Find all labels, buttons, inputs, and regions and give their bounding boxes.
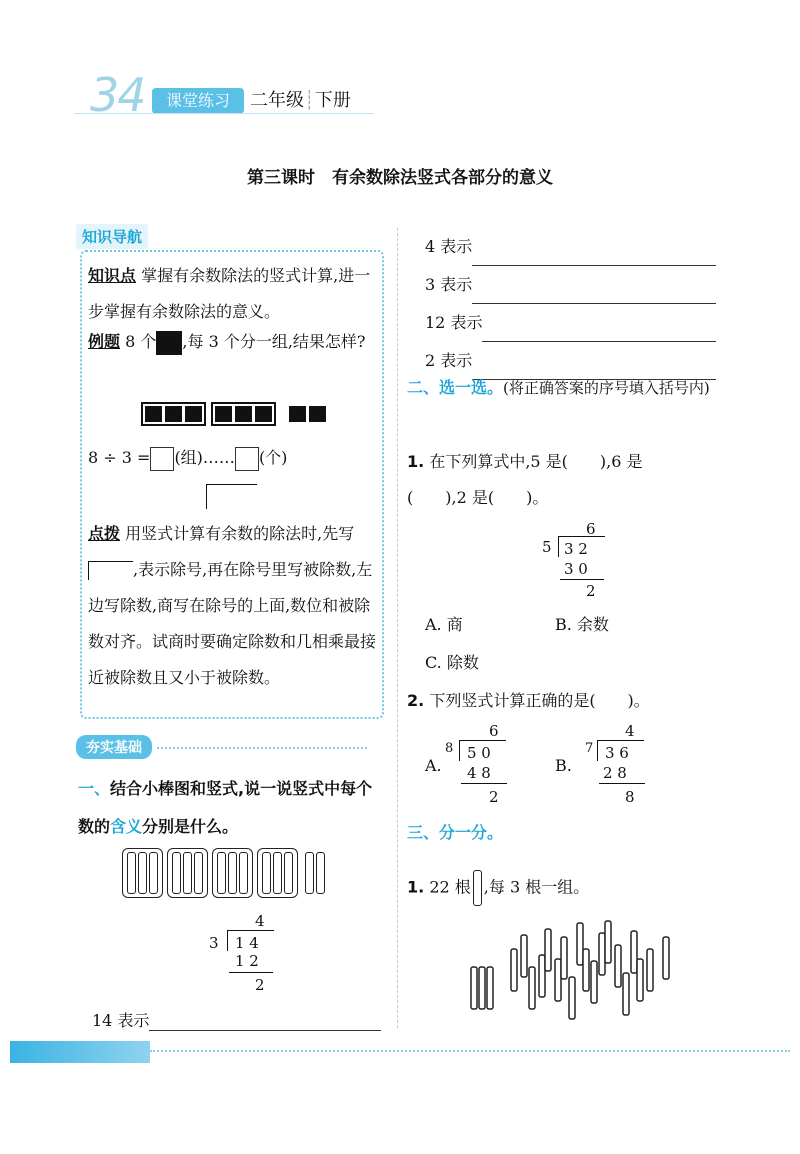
- s3-q1-text-b: ,每 3 根一组。: [483, 877, 590, 897]
- dividend: 5 0: [467, 744, 491, 762]
- option-c[interactable]: C. 除数: [425, 653, 479, 672]
- meaning-4: [425, 228, 716, 266]
- knowledge-nav-tab: 知识导航: [76, 224, 148, 249]
- footer-dotted-line: [150, 1050, 790, 1052]
- q2-option-b-label: B.: [555, 756, 572, 775]
- volume: 下册: [314, 90, 351, 111]
- q1-text-b: ( ),2 是( )。: [407, 488, 549, 507]
- divisor: 8: [445, 741, 454, 756]
- quotient: 6: [489, 722, 499, 740]
- block-groups: [141, 402, 326, 426]
- q2-option-a-label: A.: [425, 756, 442, 775]
- q1-text-a: 在下列算式中,5 是( ),6 是: [429, 452, 643, 471]
- remaining-sticks: [304, 852, 326, 894]
- remainder: 2: [489, 788, 499, 806]
- answer-box-groups[interactable]: [150, 447, 174, 471]
- section1-text-end: 分别是什么。: [142, 817, 239, 836]
- meaning-3: [425, 266, 716, 304]
- long-division-1: [205, 912, 285, 992]
- block-group-1: [141, 402, 206, 426]
- remainder: 8: [625, 788, 635, 806]
- meaning-14: [92, 1008, 381, 1031]
- lesson-type-badge: 课堂练习: [152, 88, 244, 114]
- meaning-2-label: 2 表示: [425, 351, 473, 370]
- equation-a: 8 ÷ 3 =: [88, 448, 151, 467]
- tip: [88, 516, 378, 696]
- meaning-12-label: 12 表示: [425, 313, 483, 332]
- section2-note: (将正确答案的序号填入括号内): [503, 379, 710, 397]
- block-icon: [165, 406, 182, 422]
- dividend: 1 4: [235, 934, 259, 952]
- section2-q2: [407, 688, 650, 711]
- q1-number: 1.: [407, 452, 425, 471]
- block-icon: [235, 406, 252, 422]
- equation-c: (个): [258, 448, 288, 467]
- block-icon: [255, 406, 272, 422]
- answer-box-remainder[interactable]: [235, 447, 259, 471]
- remainder: 2: [255, 976, 265, 994]
- meaning-lines: [425, 228, 716, 380]
- option-a[interactable]: A. 商: [425, 615, 463, 634]
- divisor: 5: [542, 538, 552, 556]
- stick-bundle: [257, 848, 298, 898]
- dividend: 3 6: [605, 744, 629, 762]
- q2-option-a[interactable]: [425, 720, 525, 810]
- q2-number: 2.: [407, 691, 425, 710]
- divisor: 7: [585, 741, 594, 756]
- practice-banner-line: [157, 747, 367, 749]
- tip-text-b: ,表示除号,再在除号里写被除数,左边写除数,商写在除号的上面,数位和被除数对齐。试商时要确定除数和几相乘最接近被除数且又小于被除数。: [88, 560, 377, 687]
- product: 2 8: [603, 764, 627, 782]
- section3-q1: [407, 870, 589, 906]
- block-icon: [309, 406, 326, 422]
- answer-line[interactable]: [472, 283, 716, 304]
- division-bracket-icon: [206, 484, 257, 509]
- section2-heading: 二、选一选。: [407, 378, 504, 397]
- answer-line[interactable]: [149, 1012, 381, 1031]
- example-label: 例题: [88, 332, 121, 351]
- section3-heading: 三、分一分。: [407, 823, 504, 842]
- q2-text: 下列竖式计算正确的是( )。: [429, 691, 650, 710]
- example-text-b: ,每 3 个分一组,结果怎样?: [182, 332, 366, 351]
- section1-keyword: 含义: [110, 817, 143, 836]
- meaning-4-label: 4 表示: [425, 237, 473, 256]
- quotient: 4: [255, 912, 265, 930]
- tip-label: 点拨: [88, 524, 121, 543]
- option-b[interactable]: B. 余数: [555, 615, 609, 634]
- product: 4 8: [467, 764, 491, 782]
- practice-tab: 夯实基础: [76, 735, 152, 759]
- meaning-3-label: 3 表示: [425, 275, 473, 294]
- section1-number: 一、: [78, 779, 111, 798]
- tip-text-a: 用竖式计算有余数的除法时,先写: [125, 524, 355, 543]
- stick-bundles: [122, 848, 326, 898]
- header-divider: [74, 113, 374, 114]
- quotient: 4: [625, 722, 635, 740]
- column-separator: [397, 228, 398, 1028]
- s3-q1-text-a: 22 根: [429, 877, 471, 897]
- q2-option-b[interactable]: [555, 720, 655, 810]
- square-block-icon: [156, 331, 182, 355]
- footer-bar: [10, 1041, 150, 1063]
- section2-q1: [407, 444, 727, 516]
- block-icon: [289, 406, 306, 422]
- block-icon: [215, 406, 232, 422]
- block-icon: [185, 406, 202, 422]
- section1-title: [78, 770, 388, 846]
- stick-bundle: [122, 848, 163, 898]
- product: 3 0: [564, 560, 588, 578]
- quotient: 6: [586, 520, 596, 538]
- meaning-14-label: 14 表示: [92, 1011, 150, 1030]
- practice-banner: [76, 735, 396, 757]
- knowledge-point: [88, 258, 376, 330]
- block-remainder: [289, 406, 326, 422]
- scattered-sticks: [465, 915, 680, 1030]
- stick-bundle: [212, 848, 253, 898]
- division-bracket-inline-icon: [88, 561, 133, 580]
- stick-icon: [473, 870, 482, 906]
- s3-q1-number: 1.: [407, 877, 425, 897]
- block-group-2: [211, 402, 276, 426]
- answer-line[interactable]: [472, 245, 716, 266]
- example-text-a: 8 个: [125, 332, 157, 351]
- remainder: 2: [586, 582, 596, 600]
- block-icon: [145, 406, 162, 422]
- example: [88, 324, 376, 360]
- example-equation: [88, 440, 287, 476]
- page-number: 34: [90, 68, 145, 122]
- stick-bundle: [167, 848, 208, 898]
- equation-b: (组)……: [174, 448, 235, 467]
- knowledge-point-text: 掌握有余数除法的竖式计算,进一步掌握有余数除法的意义。: [88, 266, 371, 321]
- grade-label: 二年级┊下册: [250, 90, 351, 111]
- knowledge-point-label: 知识点: [88, 266, 137, 285]
- grade: 二年级: [250, 90, 304, 111]
- answer-line[interactable]: [482, 321, 716, 342]
- section2-title: [407, 370, 722, 406]
- section1-text: 结合小棒图和竖式,说一说竖式中每个数的: [78, 779, 373, 836]
- product: 1 2: [235, 952, 259, 970]
- dividend: 3 2: [564, 540, 588, 558]
- lesson-title: 第三课时 有余数除法竖式各部分的意义: [247, 168, 553, 188]
- meaning-12: [425, 304, 716, 342]
- divisor: 3: [209, 934, 219, 952]
- long-division-q1: [540, 520, 620, 600]
